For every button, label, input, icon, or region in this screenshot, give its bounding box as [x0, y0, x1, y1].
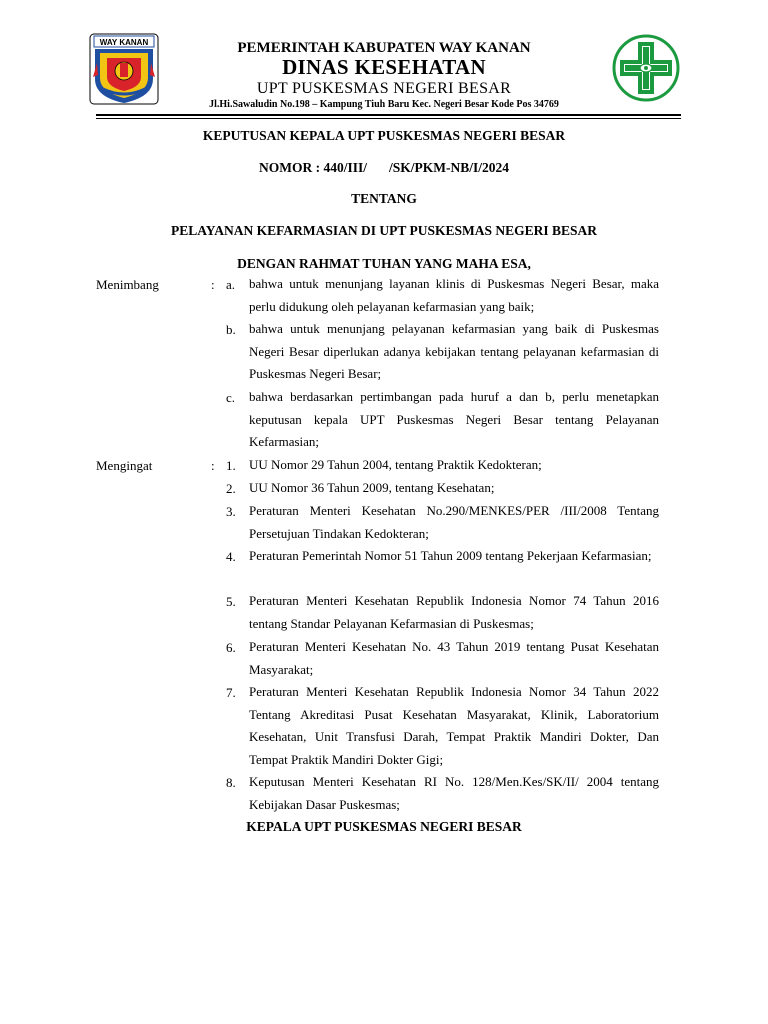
mengingat-marker-4: 4. [226, 549, 236, 564]
puskesmas-logo-icon [612, 34, 680, 102]
decree-number-suffix: /SK/PKM-NB/I/2024 [388, 160, 509, 175]
mengingat-item-2: UU Nomor 36 Tahun 2009, tentang Kesehatan; [249, 480, 495, 495]
letterhead-rule [96, 114, 681, 116]
menimbang-label: Menimbang [96, 277, 159, 292]
mengingat-item-1: UU Nomor 29 Tahun 2004, tentang Praktik Kedokteran; [249, 457, 542, 472]
decree-tentang: TENTANG [351, 191, 417, 206]
mengingat-item-6: Peraturan Menteri Kesehatan No. 43 Tahun 2019 tentang Pusat Kesehatan Masyarakat; [249, 639, 659, 677]
menimbang-colon: : [211, 277, 215, 292]
mengingat-item-8: Keputusan Menteri Kesehatan RI No. 128/Men.Kes/SK/II/ 2004 tentang Kebijakan Dasar Puskesmas; [249, 774, 659, 812]
decree-number-prefix: NOMOR : 440/III/ [258, 160, 367, 175]
mengingat-item-7: Peraturan Menteri Kesehatan Republik Indonesia Nomor 34 Tahun 2022 Tentang Akreditasi Pusat Kesehatan Masyarakat, Klinik, Laboratorium Kesehatan, Unit Transfusi Darah, Tempat Praktik Mandiri Dokter, Dan Tempat Praktik Mandiri Dokter Gigi; [249, 684, 659, 767]
mengingat-item-5: Peraturan Menteri Kesehatan Republik Indonesia Nomor 74 Tahun 2016 tentang Standar Pelayanan Kefarmasian di Puskesmas; [249, 593, 659, 631]
menimbang-item-a: bahwa untuk menunjang layanan klinis di Puskesmas Negeri Besar, maka perlu didukung oleh pelayanan kefarmasian yang baik; [249, 276, 659, 314]
letterhead-government: PEMERINTAH KABUPATEN WAY KANAN [237, 40, 531, 56]
mengingat-item-4: Peraturan Pemerintah Nomor 51 Tahun 2009 tentang Pekerjaan Kefarmasian; [249, 548, 652, 563]
mengingat-marker-1: 1. [226, 458, 236, 473]
decree-number [0, 160, 768, 176]
menimbang-marker-c: c. [226, 390, 236, 405]
emblem-banner-text: WAY KANAN [99, 38, 149, 47]
decree-subject: PELAYANAN KEFARMASIAN DI UPT PUSKESMAS NEGERI BESAR [170, 223, 598, 238]
mengingat-marker-3: 3. [226, 504, 236, 519]
decree-title: KEPUTUSAN KEPALA UPT PUSKESMAS NEGERI BESAR [202, 128, 566, 143]
letterhead-address: Jl.Hi.Sawaludin No.198 – Kampung Tiuh Baru Kec. Negeri Besar Kode Pos 34769 [209, 99, 559, 110]
letterhead-agency: DINAS KESEHATAN [282, 55, 486, 79]
menimbang-item-c: bahwa berdasarkan pertimbangan pada huruf a dan b, perlu menetapkan keputusan kepala UPT Puskesmas Negeri Besar tentang Pelayanan Kefarmasian; [249, 389, 659, 449]
mengingat-colon: : [211, 458, 215, 473]
mengingat-marker-5: 5. [226, 594, 236, 609]
menimbang-marker-b: b. [226, 322, 236, 337]
mengingat-label: Mengingat [96, 458, 153, 473]
letterhead-rule-thin [96, 118, 681, 119]
menimbang-item-b: bahwa untuk menunjang pelayanan kefarmasian yang baik di Puskesmas Negeri Besar diperlukan adanya kebijakan tentang pelayanan kefarmasian di Puskesmas Negeri Besar; [249, 321, 659, 381]
mengingat-marker-7: 7. [226, 685, 236, 700]
decree-preamble: DENGAN RAHMAT TUHAN YANG MAHA ESA, [237, 256, 531, 271]
menimbang-marker-a: a. [226, 277, 236, 292]
mengingat-item-3: Peraturan Menteri Kesehatan No.290/MENKES/PER /III/2008 Tentang Persetujuan Tindakan Kedokteran; [249, 503, 659, 541]
mengingat-marker-2: 2. [226, 481, 236, 496]
decree-closing: KEPALA UPT PUSKESMAS NEGERI BESAR [246, 819, 522, 834]
mengingat-marker-8: 8. [226, 775, 236, 790]
way-kanan-emblem-icon [89, 33, 159, 105]
letterhead-unit: UPT PUSKESMAS NEGERI BESAR [256, 80, 512, 97]
mengingat-marker-6: 6. [226, 640, 236, 655]
